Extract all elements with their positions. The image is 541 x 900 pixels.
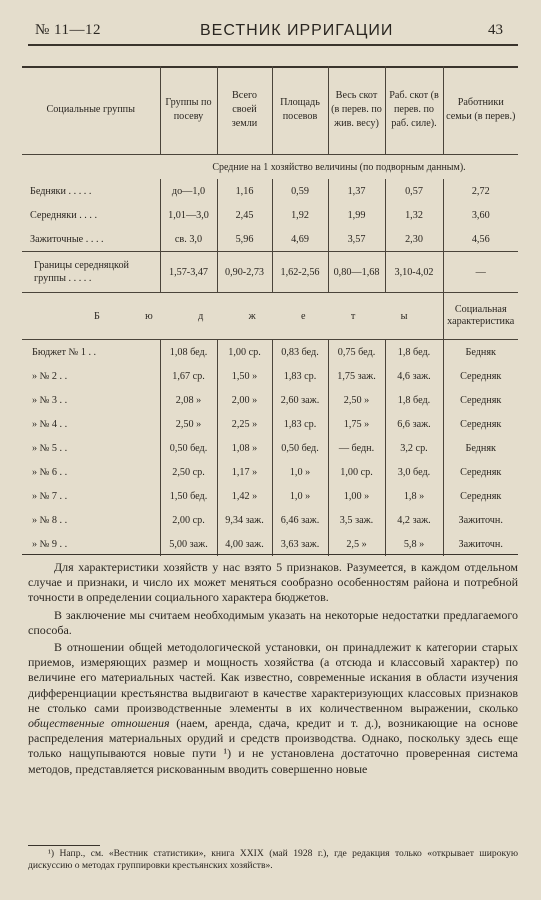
- emphasis: общественные отношения: [28, 716, 170, 731]
- cell: 2,50 ср.: [160, 460, 217, 484]
- cell: 6,6 заж.: [385, 412, 443, 436]
- cell: Середняк: [443, 388, 518, 412]
- cell: 3,2 ср.: [385, 436, 443, 460]
- col-header: Группы по посеву: [160, 66, 217, 155]
- table-header-row: [22, 66, 518, 155]
- cell: до—1,0: [160, 179, 217, 203]
- cell: 2,30: [385, 227, 443, 252]
- social-char-header: Социальная характеристика: [443, 293, 518, 340]
- cell: св. 3,0: [160, 227, 217, 252]
- cell: 0,57: [385, 179, 443, 203]
- table-bottom-rule: [22, 554, 518, 555]
- paragraph: В заключение мы считаем необходимым указать на некоторые недостатки предлагаемого способа.: [28, 607, 518, 637]
- cell: 3,57: [328, 227, 385, 252]
- col-header: Социальные группы: [22, 66, 160, 155]
- cell: 2,72: [443, 179, 518, 203]
- col-header: Весь скот (в перев. по жив. весу): [328, 66, 385, 155]
- cell: 4,2 заж.: [385, 508, 443, 532]
- budget-label: » № 8 . .: [32, 514, 68, 526]
- budget-label: Бюджет № 1 . .: [32, 346, 97, 358]
- boundary-row: [22, 252, 518, 293]
- cell: 1,37: [328, 179, 385, 203]
- cell: 0,83 бед.: [272, 340, 328, 365]
- cell: 5,96: [217, 227, 272, 252]
- cell: 1,83 ср.: [272, 364, 328, 388]
- table-row: [22, 203, 518, 227]
- footnote-text: ¹) Напр., см. «Вестник статистики», книга XXIX (май 1928 г.), где редакция только «открывает широкую дискуссию о методах группировки крестьянских хозяйств».: [28, 848, 518, 871]
- issue-number: № 11—12: [35, 22, 102, 38]
- budget-row: [22, 436, 518, 460]
- cell: 3,0 бед.: [385, 460, 443, 484]
- cell: 1,57-3,47: [160, 252, 217, 293]
- cell: 0,59: [272, 179, 328, 203]
- budget-label: » № 7 . .: [32, 490, 68, 502]
- budget-row: [22, 364, 518, 388]
- cell: Середняк: [443, 364, 518, 388]
- journal-title: ВЕСТНИК ИРРИГАЦИИ: [200, 22, 394, 39]
- budget-label: » № 4 . .: [32, 418, 68, 430]
- budget-row: [22, 460, 518, 484]
- table-row: [22, 179, 518, 203]
- cell: 4,69: [272, 227, 328, 252]
- cell: — бедн.: [328, 436, 385, 460]
- cell: 1,0 »: [272, 460, 328, 484]
- cell: —: [443, 252, 518, 293]
- footnote-rule: [28, 845, 100, 846]
- col-header: Раб. скот (в перев. по раб. силе).: [385, 66, 443, 155]
- cell: 1,17 »: [217, 460, 272, 484]
- averages-caption-row: [22, 155, 518, 180]
- cell: 0,50 бед.: [160, 436, 217, 460]
- cell: 2,5 »: [328, 532, 385, 556]
- budget-row: [22, 388, 518, 412]
- cell: 3,10-4,02: [385, 252, 443, 293]
- cell: 0,75 бед.: [328, 340, 385, 365]
- cell: 2,45: [217, 203, 272, 227]
- cell: 1,00 ср.: [328, 460, 385, 484]
- cell: 1,42 »: [217, 484, 272, 508]
- cell: 1,08 »: [217, 436, 272, 460]
- cell: 1,50 »: [217, 364, 272, 388]
- cell: 1,99: [328, 203, 385, 227]
- body-text: [28, 560, 518, 779]
- table-row: [22, 227, 518, 252]
- cell: 1,0 »: [272, 484, 328, 508]
- cell: 1,67 ср.: [160, 364, 217, 388]
- budget-row: [22, 340, 518, 365]
- cell: 6,46 заж.: [272, 508, 328, 532]
- boundary-label: Границы середняцкой группы . . . . .: [22, 252, 160, 293]
- cell: 4,56: [443, 227, 518, 252]
- cell: 5,00 заж.: [160, 532, 217, 556]
- page-number: 43: [488, 22, 503, 38]
- cell: 2,25 »: [217, 412, 272, 436]
- cell: 0,50 бед.: [272, 436, 328, 460]
- cell: Бедняк: [443, 436, 518, 460]
- cell: 2,50 »: [328, 388, 385, 412]
- cell: 1,00 ср.: [217, 340, 272, 365]
- cell: 3,5 заж.: [328, 508, 385, 532]
- header-rule: [28, 44, 518, 46]
- cell: 1,32: [385, 203, 443, 227]
- cell: Середняк: [443, 460, 518, 484]
- social-groups-table: [22, 66, 518, 556]
- cell: 9,34 заж.: [217, 508, 272, 532]
- cell: 1,8 бед.: [385, 340, 443, 365]
- cell: 1,8 »: [385, 484, 443, 508]
- col-header: Всего своей земли: [217, 66, 272, 155]
- cell: 1,08 бед.: [160, 340, 217, 365]
- cell: 0,90-2,73: [217, 252, 272, 293]
- cell: Зажиточн.: [443, 532, 518, 556]
- cell: 2,00 »: [217, 388, 272, 412]
- averages-caption: Средние на 1 хозяйство величины (по подворным данным).: [212, 161, 466, 173]
- col-header: Площадь посевов: [272, 66, 328, 155]
- budget-label: » № 2 . .: [32, 370, 68, 382]
- col-header: Работники семьи (в перев.): [443, 66, 518, 155]
- cell: 1,92: [272, 203, 328, 227]
- cell: 5,8 »: [385, 532, 443, 556]
- budget-row: [22, 412, 518, 436]
- footnote: [28, 848, 518, 872]
- cell: 1,50 бед.: [160, 484, 217, 508]
- budget-label: » № 3 . .: [32, 394, 68, 406]
- cell: Бедняк: [443, 340, 518, 365]
- cell: 4,6 заж.: [385, 364, 443, 388]
- group-name: Бедняки . . . . .: [30, 185, 92, 197]
- cell: 1,62-2,56: [272, 252, 328, 293]
- page-header: [0, 0, 541, 48]
- group-name: Зажиточные . . . .: [30, 233, 104, 245]
- cell: 1,75 »: [328, 412, 385, 436]
- cell: 1,01—3,0: [160, 203, 217, 227]
- cell: 4,00 заж.: [217, 532, 272, 556]
- cell: 2,00 ср.: [160, 508, 217, 532]
- budget-row: [22, 532, 518, 556]
- cell: 1,00 »: [328, 484, 385, 508]
- budget-row: [22, 484, 518, 508]
- cell: Середняк: [443, 484, 518, 508]
- cell: 2,50 »: [160, 412, 217, 436]
- cell: 3,63 заж.: [272, 532, 328, 556]
- paragraph: В отношении общей методологической установки, он принадлежит к категории старых приемов, измеряющих размер и мощность хозяйства (а отсюда и классовый характер) по величине его материальных частей. Как известно, современные искания в области изучения дифференциации крестьянства выдвигают в качестве характеризующих классовых признаков не столько сами производственные элементы в их количественном выражении, сколько общественные отношения (наем, аренда, сдача, кредит и т. д.), возникающие на основе распределения материальных орудий и средств производства. Однако, поскольку здесь еще только нащупываются новые пути ¹) и не установлена достаточно проверенная система методов, представляется рискованным вводить совершенно новые: [28, 640, 518, 776]
- cell: Зажиточн.: [443, 508, 518, 532]
- cell: 1,75 заж.: [328, 364, 385, 388]
- cell: 0,80—1,68: [328, 252, 385, 293]
- budgets-header-row: [22, 293, 518, 340]
- budget-label: » № 9 . .: [32, 538, 68, 550]
- cell: 1,16: [217, 179, 272, 203]
- paragraph: Для характеристики хозяйств у нас взято 5 признаков. Разумеется, в каждом отдельном случае и признаки, и число их может меняться сообразно особенностям района и потребной точности в определении социального характера бюджетов.: [28, 560, 518, 605]
- cell: 3,60: [443, 203, 518, 227]
- budgets-heading: Б ю д ж е т ы: [22, 293, 443, 340]
- budget-row: [22, 508, 518, 532]
- group-name: Середняки . . . .: [30, 209, 98, 221]
- cell: 1,83 ср.: [272, 412, 328, 436]
- budget-label: » № 5 . .: [32, 442, 68, 454]
- budget-label: » № 6 . .: [32, 466, 68, 478]
- cell: Середняк: [443, 412, 518, 436]
- cell: 2,08 »: [160, 388, 217, 412]
- cell: 1,8 бед.: [385, 388, 443, 412]
- cell: 2,60 заж.: [272, 388, 328, 412]
